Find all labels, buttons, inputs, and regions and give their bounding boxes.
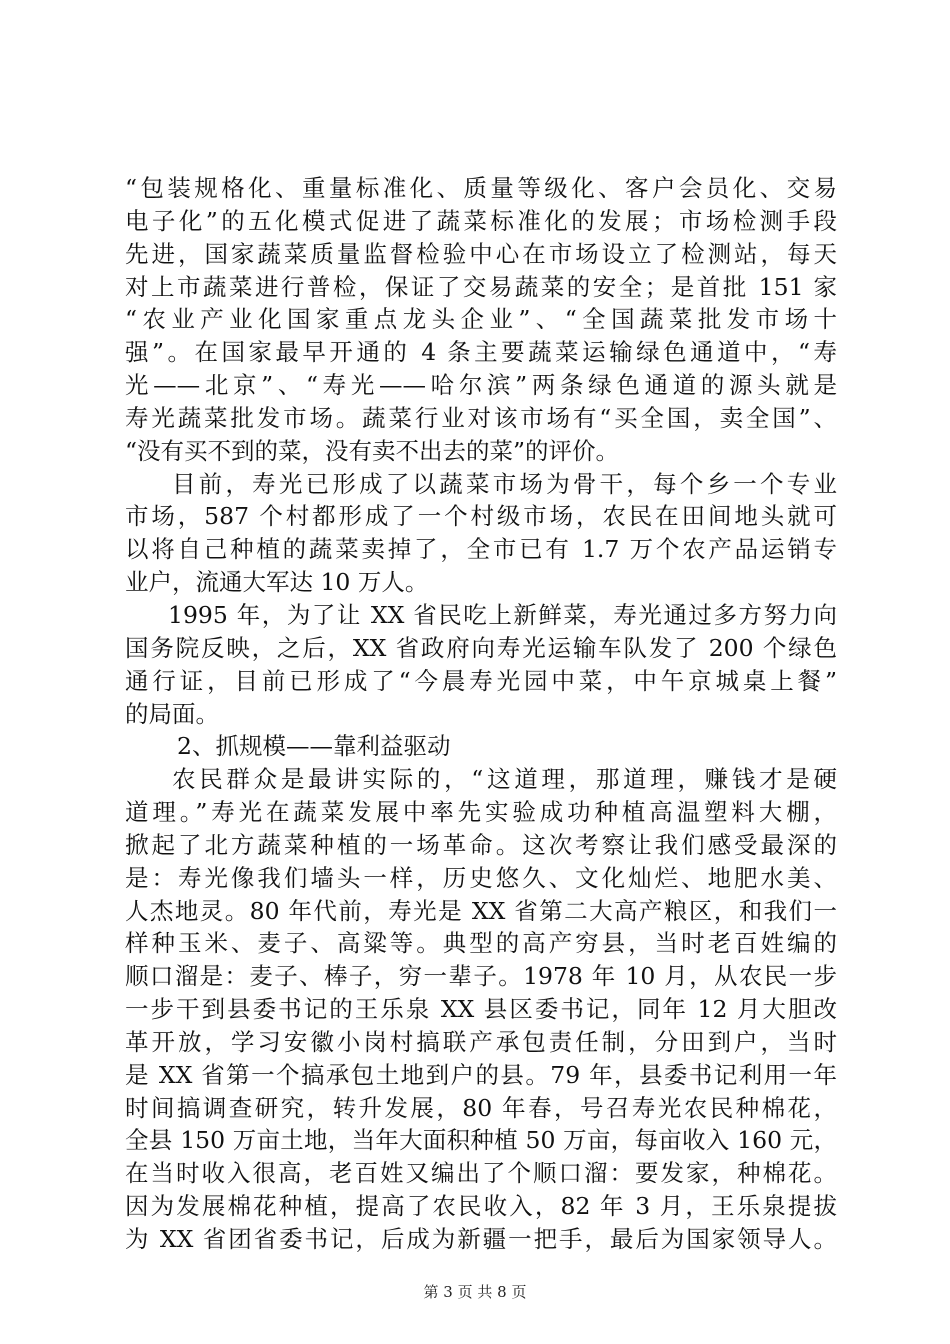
text-line: 掀起了北方蔬菜种植的一场革命。这次考察让我们感受最深的 xyxy=(125,830,837,859)
text-line: 目前，寿光已形成了以蔬菜市场为骨干，每个乡一个专业 xyxy=(172,469,837,498)
text-line: 农民群众是最讲实际的，“这道理，那道理，赚钱才是硬 xyxy=(172,765,837,794)
text-line: 通行证，目前已形成了“今晨寿光园中菜，中午京城桌上餐” xyxy=(125,666,837,695)
text-line: 道理。”寿光在蔬菜发展中率先实验成功种植高温塑料大棚， xyxy=(125,798,837,827)
text-line: 强”。在国家最早开通的 4 条主要蔬菜运输绿色通道中，“寿 xyxy=(125,338,837,367)
text-line: 因为发展棉花种植，提高了农民收入，82 年 3 月，王乐泉提拔 xyxy=(125,1192,837,1221)
text-line: 一步干到县委书记的王乐泉 XX 县区委书记，同年 12 月大胆改 xyxy=(125,995,837,1024)
text-line: 革开放，学习安徽小岗村搞联产承包责任制，分田到户，当时 xyxy=(125,1027,837,1056)
text-line: 1995 年，为了让 XX 省民吃上新鲜菜，寿光通过多方努力向 xyxy=(168,600,837,629)
text-line: 时间搞调查研究，转升发展，80 年春，号召寿光农民种棉花， xyxy=(125,1093,837,1122)
text-line: 市场，587 个村都形成了一个村级市场，农民在田间地头就可 xyxy=(125,502,837,531)
text-line: 在当时收入很高，老百姓又编出了个顺口溜：要发家，种棉花。 xyxy=(125,1159,837,1188)
text-line: 是：寿光像我们墙头一样，历史悠久、文化灿烂、地肥水美、 xyxy=(125,863,837,892)
text-line: 为 XX 省团省委书记，后成为新疆一把手，最后为国家领导人。 xyxy=(125,1225,837,1253)
text-line: “包装规格化、重量标准化、质量等级化、客户会员化、交易 xyxy=(125,174,837,202)
text-line: 国务院反映，之后，XX 省政府向寿光运输车队发了 200 个绿色 xyxy=(125,633,837,662)
text-line: “没有买不到的菜，没有卖不出去的菜”的评价。 xyxy=(125,436,620,465)
text-line: 样种玉米、麦子、高粱等。典型的高产穷县，当时老百姓编的 xyxy=(125,929,837,958)
page-footer: 第 3 页 共 8 页 xyxy=(423,1283,527,1301)
text-line: 光——北京”、“寿光——哈尔滨”两条绿色通道的源头就是 xyxy=(125,371,837,400)
text-line: 电子化”的五化模式促进了蔬菜标准化的发展；市场检测手段 xyxy=(125,206,837,235)
text-line: 以将自己种植的蔬菜卖掉了，全市已有 1.7 万个农产品运销专 xyxy=(125,535,837,564)
text-line: 对上市蔬菜进行普检，保证了交易蔬菜的安全；是首批 151 家 xyxy=(125,272,837,301)
text-line: 是 XX 省第一个搞承包土地到户的县。79 年，县委书记利用一年 xyxy=(125,1060,837,1089)
text-line: 寿光蔬菜批发市场。蔬菜行业对该市场有“买全国，卖全国”、 xyxy=(125,403,837,432)
text-line: 的局面。 xyxy=(125,699,219,728)
text-line: 先进，国家蔬菜质量监督检验中心在市场设立了检测站，每天 xyxy=(125,239,837,268)
text-line: 2、抓规模——靠利益驱动 xyxy=(177,732,451,761)
text-line: 全县 150 万亩土地，当年大面积种植 50 万亩，每亩收入 160 元， xyxy=(125,1126,837,1155)
document-body xyxy=(125,172,837,1256)
text-line: 业户，流通大军达 10 万人。 xyxy=(125,568,429,597)
text-line: “农业产业化国家重点龙头企业”、“全国蔬菜批发市场十 xyxy=(125,305,837,334)
text-line: 人杰地灵。80 年代前，寿光是 XX 省第二大高产粮区，和我们一 xyxy=(125,896,837,925)
text-line: 顺口溜是：麦子、棒子，穷一辈子。1978 年 10 月，从农民一步 xyxy=(125,962,837,991)
